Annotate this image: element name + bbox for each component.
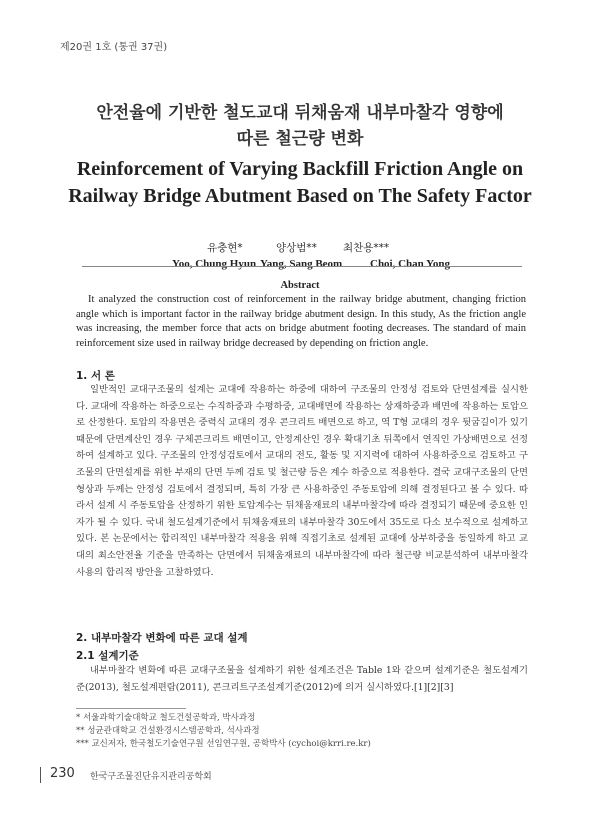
korean-title-line2: 따른 철근량 변화 [236,129,364,149]
journal-name: 한국구조물진단유지관리공학회 [90,772,212,782]
footnote-2: ** 성균관대학교 건설환경시스템공학과, 석사과정 [76,726,260,736]
author2-english: Yang, Sang Beom [260,258,343,270]
footnote-1: * 서울과학기술대학교 철도건설공학과, 박사과정 [76,713,256,723]
english-title-line2: Railway Bridge Abutment Based on The Safety Factor [68,185,532,207]
section1-text: 일반적인 교대구조물의 설계는 교대에 작용하는 하중에 대하여 구조물의 안정성 검토와 단면설계를 실시한다. 교대에 작용하는 하중으로는 수직하중과 수평하중, 교대배면에 작용하는 상재하중과 배면에 작용하는 토압으로 산정한다. 토압의 작용면은 중력식 교대의 경우 콘크리트 배면으로 하고, 역 T형 교대의 경우 뒷굽길이가 있기 때문에 단면계산인 경우 구체콘크리트 배면이고, 안정계산인 경우 확대기초 뒤쪽에서 연직인 가상배면으로 선정하여 설계하고 있다. 구조물의 안정성검토에서 교대의 전도, 활동 및 지지력에 대하여 사용하중으로 검토하고 구조물의 단면설계를 위한 부재의 단면 두께 검토 및 철근량 등은 계수 하중으로 적용한다. 결국 교대구조물의 단면형상과 두께는 안정성 검토에서 결정되며, 특히 가장 큰 사용하중인 주동토압에 의해 결정된다고 볼 수 있다. 따라서 설계 시 주동토압을 산정하기 위한 토압계수는 뒤채움재료의 내부마찰각에 따라 결정되기 때문에 중요한 인자가 될 수 있다. 국내 철도설계기준에서 뒤채움재료의 내부마찰각 30도에서 35도로 다소 보수적으로 설계하고 있다. 본 논문에서는 합리적인 내부마찰각 적용을 위해 직접기초로 설계된 교대에 상부하중을 동일하게 하고 교대의 최소안전율 기준을 만족하는 단면에서 뒤채움재료의 내부마찰각에 따라 철근량 비교분석하여 내부마찰각 사용의 합리적 방안을 고찰하였다. [76,384,528,578]
page-number: 230 [50,766,75,781]
author1-korean: 유충현* [207,242,243,254]
footnote-3: *** 교신저자, 한국철도기술연구원 선임연구원, 공학박사 (cychoi@krri.re.kr) [76,739,371,749]
footnotes [76,712,536,751]
abstract-heading: Abstract [280,280,320,291]
author3-english: Choi, Chan Yong [370,258,450,270]
page-footer [40,765,560,787]
footer-bar [40,767,41,783]
author2-korean: 양상범** [276,242,317,254]
section21-heading: 2.1 설계기준 [76,650,139,662]
abstract-text: It analyzed the construction cost of reinforcement in the railway bridge abutment, changing friction angle which is important factor in the railway bridge abutment design. In this study, As the friction angle was increasing, the member force that acts on bridge abutment footing decreases. The standard of main reinforcement size used in railway bridge decreased by depending on friction angle. [76,294,526,349]
english-title-line1: Reinforcement of Varying Backfill Friction Angle on [76,158,524,180]
section2-heading: 2. 내부마찰각 변화에 따른 교대 설계 [76,632,248,644]
korean-title-line1: 안전율에 기반한 철도교대 뒤채움재 내부마찰각 영향에 [96,103,504,123]
section21-text: 내부마찰각 변화에 따른 교대구조물을 설계하기 위한 설계조건은 Table 1와 같으며 설계기준은 철도설계기준(2013), 철도설계편람(2011), 콘크리트구조설계기준(2012)에 의거 실시하였다.[1][2][3] [76,665,528,693]
section1-heading: 1. 서 론 [76,370,115,382]
issue-info: 제20권 1호 (통권 37권) [60,42,168,53]
footnote-divider [76,708,186,709]
divider [82,266,522,267]
author3-korean: 최찬용*** [343,242,390,254]
author1-english: Yoo, Chung Hyun [172,258,257,270]
